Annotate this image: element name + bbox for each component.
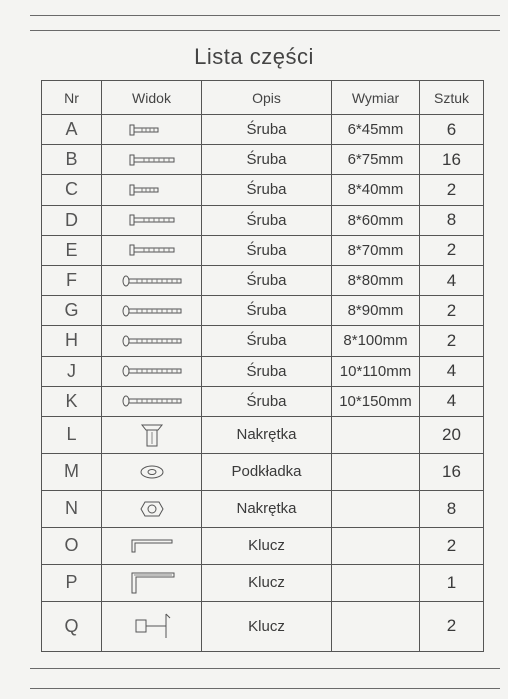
part-quantity: 8 <box>420 205 484 235</box>
part-quantity: 20 <box>420 416 484 453</box>
long-bolt-icon <box>102 304 201 318</box>
part-description: Śruba <box>202 235 332 265</box>
part-view <box>102 296 202 326</box>
part-dimension <box>332 416 420 453</box>
table-row <box>42 326 484 356</box>
top-rule-2 <box>30 30 500 31</box>
part-view <box>102 175 202 205</box>
part-view <box>102 265 202 295</box>
part-quantity: 4 <box>420 386 484 416</box>
part-description: Śruba <box>202 326 332 356</box>
header-opis: Opis <box>202 81 332 115</box>
part-nr: F <box>42 265 102 295</box>
part-description: Śruba <box>202 265 332 295</box>
bottom-rule <box>30 668 500 669</box>
part-description: Nakrętka <box>202 416 332 453</box>
part-quantity: 2 <box>420 235 484 265</box>
bolt-icon <box>102 153 201 167</box>
part-dimension: 8*60mm <box>332 205 420 235</box>
part-nr: P <box>42 564 102 601</box>
part-nr: N <box>42 490 102 527</box>
part-view <box>102 386 202 416</box>
part-quantity: 6 <box>420 115 484 145</box>
part-nr: G <box>42 296 102 326</box>
part-description: Śruba <box>202 115 332 145</box>
part-nr: C <box>42 175 102 205</box>
part-nr: D <box>42 205 102 235</box>
part-description: Śruba <box>202 296 332 326</box>
table-row <box>42 527 484 564</box>
part-description: Śruba <box>202 356 332 386</box>
wrench-icon <box>102 611 201 641</box>
short-bolt-icon <box>102 183 201 197</box>
part-dimension: 8*70mm <box>332 235 420 265</box>
table-row <box>42 145 484 175</box>
part-dimension <box>332 527 420 564</box>
part-nr: B <box>42 145 102 175</box>
table-row <box>42 564 484 601</box>
part-dimension <box>332 453 420 490</box>
table-row <box>42 115 484 145</box>
part-description: Nakrętka <box>202 490 332 527</box>
part-view <box>102 564 202 601</box>
part-nr: M <box>42 453 102 490</box>
part-dimension: 6*75mm <box>332 145 420 175</box>
part-view <box>102 527 202 564</box>
part-dimension: 8*100mm <box>332 326 420 356</box>
barrel-nut-icon <box>102 422 201 448</box>
table-header-row <box>42 81 484 115</box>
part-view <box>102 205 202 235</box>
part-nr: H <box>42 326 102 356</box>
part-description: Klucz <box>202 527 332 564</box>
table-row <box>42 175 484 205</box>
part-quantity: 4 <box>420 265 484 295</box>
part-description: Śruba <box>202 205 332 235</box>
part-quantity: 16 <box>420 453 484 490</box>
part-description: Śruba <box>202 145 332 175</box>
table-row <box>42 356 484 386</box>
part-quantity: 2 <box>420 175 484 205</box>
part-description: Klucz <box>202 564 332 601</box>
part-view <box>102 453 202 490</box>
part-view <box>102 601 202 651</box>
part-nr: J <box>42 356 102 386</box>
part-view <box>102 145 202 175</box>
part-view <box>102 326 202 356</box>
part-view <box>102 490 202 527</box>
part-dimension: 10*150mm <box>332 386 420 416</box>
part-nr: L <box>42 416 102 453</box>
part-quantity: 2 <box>420 326 484 356</box>
part-description: Podkładka <box>202 453 332 490</box>
part-dimension: 6*45mm <box>332 115 420 145</box>
top-rule <box>30 15 500 16</box>
part-quantity: 2 <box>420 527 484 564</box>
part-dimension: 10*110mm <box>332 356 420 386</box>
part-quantity: 16 <box>420 145 484 175</box>
table-row <box>42 490 484 527</box>
part-dimension <box>332 564 420 601</box>
long-bolt-icon <box>102 364 201 378</box>
part-view <box>102 416 202 453</box>
bolt-icon <box>102 243 201 257</box>
bottom-rule-2 <box>30 688 500 689</box>
part-quantity: 8 <box>420 490 484 527</box>
part-view <box>102 235 202 265</box>
page-title: Lista części <box>194 44 314 69</box>
table-row <box>42 453 484 490</box>
part-dimension: 8*90mm <box>332 296 420 326</box>
table-row <box>42 601 484 651</box>
part-nr: Q <box>42 601 102 651</box>
long-bolt-icon <box>102 334 201 348</box>
table-row <box>42 296 484 326</box>
table-row <box>42 235 484 265</box>
part-quantity: 1 <box>420 564 484 601</box>
table-row <box>42 265 484 295</box>
table-row <box>42 416 484 453</box>
short-bolt-icon <box>102 123 201 137</box>
part-nr: A <box>42 115 102 145</box>
nut-icon <box>102 498 201 520</box>
hex-key-icon <box>102 536 201 556</box>
long-bolt-icon <box>102 394 201 408</box>
table-row <box>42 386 484 416</box>
washer-icon <box>102 462 201 482</box>
part-dimension: 8*80mm <box>332 265 420 295</box>
bolt-icon <box>102 213 201 227</box>
large-hex-key-icon <box>102 570 201 596</box>
part-description: Śruba <box>202 175 332 205</box>
header-widok: Widok <box>102 81 202 115</box>
header-wymiar: Wymiar <box>332 81 420 115</box>
part-view <box>102 356 202 386</box>
header-sztuk: Sztuk <box>420 81 484 115</box>
long-bolt-icon <box>102 274 201 288</box>
part-nr: O <box>42 527 102 564</box>
part-dimension: 8*40mm <box>332 175 420 205</box>
part-dimension <box>332 601 420 651</box>
part-description: Klucz <box>202 601 332 651</box>
part-nr: E <box>42 235 102 265</box>
table-row <box>42 205 484 235</box>
header-nr: Nr <box>42 81 102 115</box>
part-nr: K <box>42 386 102 416</box>
part-description: Śruba <box>202 386 332 416</box>
parts-table <box>41 80 484 652</box>
part-view <box>102 115 202 145</box>
part-quantity: 2 <box>420 296 484 326</box>
part-quantity: 4 <box>420 356 484 386</box>
part-quantity: 2 <box>420 601 484 651</box>
part-dimension <box>332 490 420 527</box>
